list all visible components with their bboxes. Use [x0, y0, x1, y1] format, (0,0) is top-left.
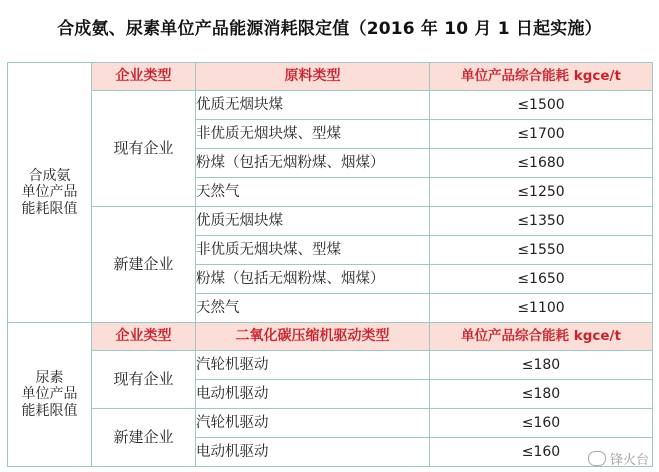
value-cell: ≤1700	[430, 120, 653, 149]
item-cell: 汽轮机驱动	[196, 350, 430, 379]
value-cell: ≤1500	[430, 91, 653, 120]
compressor-drive-header: 二氧化碳压缩机驱动类型	[196, 322, 430, 350]
value-cell: ≤180	[430, 350, 653, 379]
energy-limits-table	[7, 62, 653, 467]
value-cell: ≤160	[430, 437, 653, 466]
watermark	[588, 449, 649, 468]
page-title: 合成氨、尿素单位产品能源消耗限定值（2016 年 10 月 1 日起实施）	[57, 19, 602, 39]
item-cell: 电动机驱动	[196, 437, 430, 466]
table-row	[8, 206, 653, 235]
energy-unit-header: 单位产品综合能耗 kgce/t	[430, 322, 653, 350]
watermark-text: 锋火台	[609, 453, 649, 468]
item-cell: 非优质无烟块煤、型煤	[196, 120, 430, 149]
energy-unit-header: 单位产品综合能耗 kgce/t	[430, 63, 653, 91]
value-cell: ≤1680	[430, 149, 653, 178]
value-cell: ≤1100	[430, 293, 653, 322]
ammonia-header-row	[8, 63, 653, 91]
urea-group-label: 尿素 单位产品 能耗限值	[8, 322, 92, 466]
enterprise-type-cell: 现有企业	[92, 350, 196, 408]
item-cell: 非优质无烟块煤、型煤	[196, 235, 430, 264]
ammonia-group-label: 合成氨 单位产品 能耗限值	[8, 63, 92, 323]
item-cell: 粉煤（包括无烟粉煤、烟煤）	[196, 264, 430, 293]
item-cell: 汽轮机驱动	[196, 408, 430, 437]
value-cell: ≤1350	[430, 206, 653, 235]
item-cell: 天然气	[196, 293, 430, 322]
item-cell: 优质无烟块煤	[196, 91, 430, 120]
item-cell: 天然气	[196, 177, 430, 206]
table-row	[8, 350, 653, 379]
enterprise-type-header: 企业类型	[92, 322, 196, 350]
enterprise-type-header: 企业类型	[92, 63, 196, 91]
wechat-icon	[588, 451, 606, 466]
table-row	[8, 408, 653, 437]
value-cell: ≤1550	[430, 235, 653, 264]
raw-material-header: 原料类型	[196, 63, 430, 91]
table-row	[8, 91, 653, 120]
enterprise-type-cell: 新建企业	[92, 206, 196, 322]
urea-header-row	[8, 322, 653, 350]
item-cell: 粉煤（包括无烟粉煤、烟煤）	[196, 149, 430, 178]
enterprise-type-cell: 现有企业	[92, 91, 196, 207]
value-cell: ≤1250	[430, 177, 653, 206]
value-cell: ≤180	[430, 379, 653, 408]
value-cell: ≤1650	[430, 264, 653, 293]
item-cell: 优质无烟块煤	[196, 206, 430, 235]
value-cell: ≤160	[430, 408, 653, 437]
item-cell: 电动机驱动	[196, 379, 430, 408]
enterprise-type-cell: 新建企业	[92, 408, 196, 466]
